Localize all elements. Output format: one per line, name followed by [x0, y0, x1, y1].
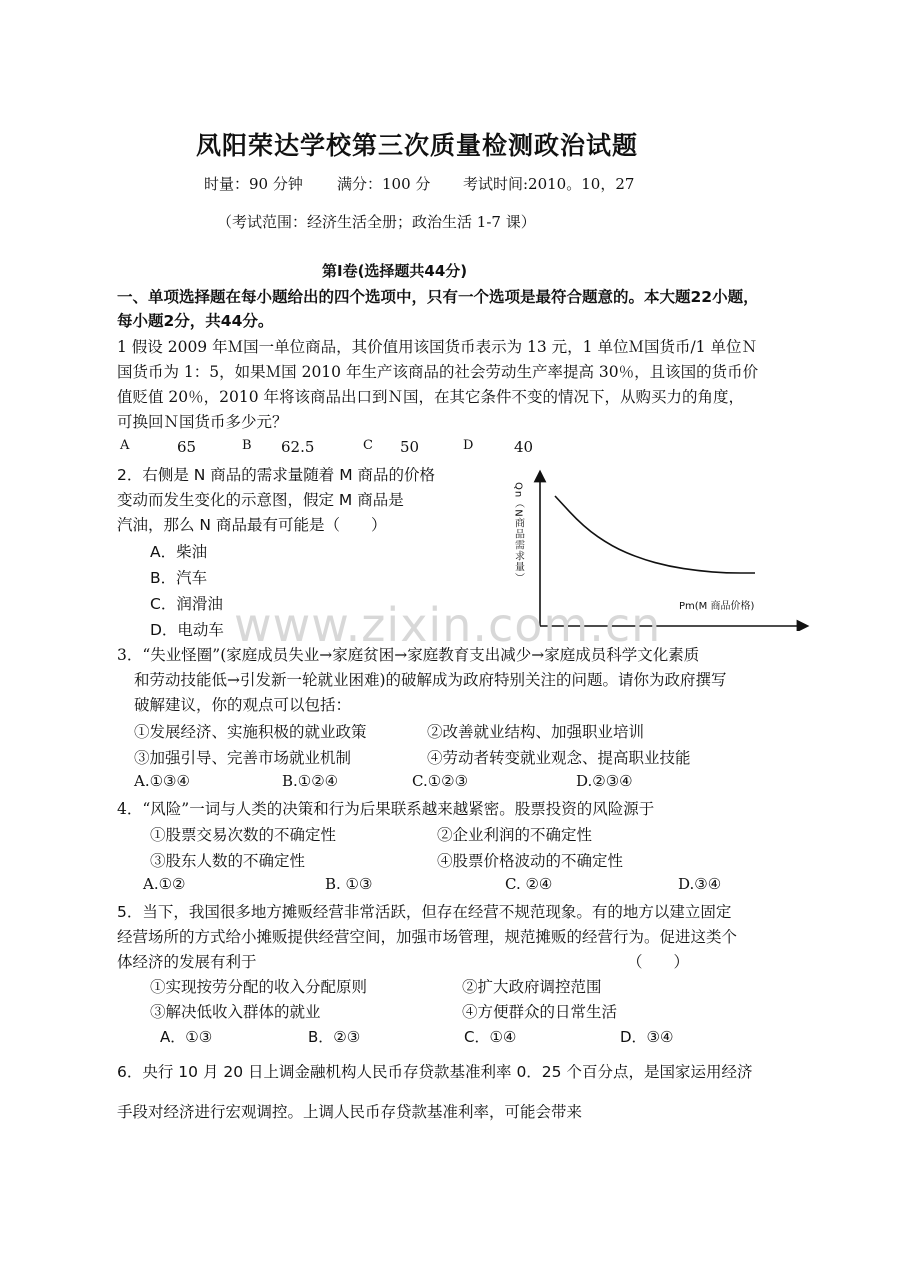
q3-item: ①发展经济、实施积极的就业政策 — [134, 723, 367, 741]
q3-option: A.①③④ — [134, 772, 190, 790]
q4-option: C. ②④ — [505, 875, 553, 893]
q3-line: 破解建议，你的观点可以包括： — [134, 696, 352, 714]
q2-option: B．汽车 — [150, 569, 208, 587]
q5-option: C．①④ — [464, 1028, 517, 1046]
q2-option: D．电动车 — [150, 621, 224, 639]
q1-line: 1 假设 2009 年Ｍ国一单位商品，其价值用该国货币表示为 13 元，1 单位Ｍ国货币/1 单位Ｎ — [117, 338, 757, 356]
q4-line: 4．“风险”一词与人类的决策和行为后果联系越来越紧密。股票投资的风险源于 — [117, 800, 655, 818]
q1-line: 值贬值 20％，2010 年将该商品出口到Ｎ国，在其它条件不变的情况下，从购买力的角度， — [117, 388, 745, 406]
chart-y-label: Qn（N商品需求量） — [512, 482, 524, 584]
q3-option: B.①②④ — [282, 772, 339, 790]
part1-instruction-line1: 一、单项选择题在每小题给出的四个选项中，只有一个选项是最符合题意的。本大题22小题， — [117, 288, 759, 306]
q1-line: 国货币为 1：5，如果Ｍ国 2010 年生产该商品的社会劳动生产率提高 30％，且该国的货币价 — [117, 363, 759, 381]
q1-option-text: 40 — [514, 438, 534, 456]
q4-option: D.③④ — [678, 875, 722, 893]
q3-option: D.②③④ — [576, 772, 633, 790]
q4-item: ④股票价格波动的不确定性 — [437, 852, 624, 870]
q1-option-text: 62.5 — [281, 438, 315, 456]
q2-line: 变动而发生变化的示意图，假定 M 商品是 — [117, 491, 404, 509]
q1-option-letter: C — [363, 438, 373, 453]
q1-line: 可换回Ｎ国货币多少元？ — [117, 413, 288, 431]
q2-option: C．润滑油 — [150, 595, 223, 613]
part1-heading: 第Ⅰ卷(选择题共44分) — [322, 262, 468, 280]
q1-option-letter: B — [242, 438, 252, 453]
q3-line: 和劳动技能低→引发新一轮就业困难)的破解成为政府特别关注的问题。请你为政府撰写 — [134, 671, 727, 689]
q2-line: 汽油，那么 N 商品最有可能是（ ） — [117, 516, 387, 534]
q2-option: A．柴油 — [150, 543, 208, 561]
watermark: www.zixin.com.cn — [234, 598, 662, 652]
q2-line: 2．右侧是 N 商品的需求量随着 M 商品的价格 — [117, 466, 436, 484]
q3-line: 3．“失业怪圈”(家庭成员失业→家庭贫困→家庭教育支出减少→家庭成员科学文化素质 — [117, 646, 700, 664]
q5-answer-paren: （ ） — [627, 953, 690, 971]
q5-item: ③解决低收入群体的就业 — [150, 1003, 321, 1021]
q4-item: ③股东人数的不确定性 — [150, 852, 306, 870]
exam-full-score: 满分：100 分 — [337, 175, 431, 193]
chart-x-label: Pm(M 商品价格) — [679, 601, 755, 612]
q3-item: ④劳动者转变就业观念、提高职业技能 — [427, 749, 691, 767]
q4-option: B. ①③ — [325, 875, 373, 893]
q1-option-letter: A — [120, 438, 130, 453]
q6-line: 手段对经济进行宏观调控。上调人民币存贷款基准利率，可能会带来 — [117, 1103, 583, 1121]
exam-duration: 时量：90 分钟 — [204, 175, 303, 193]
q5-option: B．②③ — [308, 1028, 361, 1046]
q1-option-text: 65 — [177, 438, 197, 456]
exam-scope: （考试范围：经济生活全册；政治生活 1-7 课） — [217, 213, 536, 231]
q4-item: ②企业利润的不确定性 — [437, 826, 593, 844]
q5-option: D．③④ — [620, 1028, 674, 1046]
q5-line: 经营场所的方式给小摊贩提供经营空间，加强市场管理，规范摊贩的经营行为。促进这类个 — [117, 928, 738, 946]
q5-option: A．①③ — [160, 1028, 213, 1046]
q3-item: ②改善就业结构、加强职业培训 — [427, 723, 645, 741]
chart-series-line — [555, 496, 755, 573]
q1-option-text: 50 — [400, 438, 420, 456]
q5-line: 5．当下，我国很多地方摊贩经营非常活跃，但存在经营不规范现象。有的地方以建立固定 — [117, 903, 732, 921]
q1-option-letter: D — [463, 438, 474, 453]
q5-line: 体经济的发展有利于 — [117, 953, 257, 971]
q5-item: ①实现按劳分配的收入分配原则 — [150, 978, 368, 996]
q5-item: ②扩大政府调控范围 — [462, 978, 602, 996]
q3-item: ③加强引导、完善市场就业机制 — [134, 749, 352, 767]
q3-option: C.①②③ — [412, 772, 469, 790]
q6-line: 6．央行 10 月 20 日上调金融机构人民币存贷款基准利率 0．25 个百分点，是国家运用经济 — [117, 1063, 753, 1081]
q4-option: A.①② — [143, 875, 186, 893]
q5-item: ④方便群众的日常生活 — [462, 1003, 618, 1021]
q4-item: ①股票交易次数的不确定性 — [150, 826, 337, 844]
part1-instruction-line2: 每小题2分，共44分。 — [117, 312, 274, 330]
page-title: 凤阳荣达学校第三次质量检测政治试题 — [196, 131, 639, 160]
exam-date: 考试时间:2010。10，27 — [463, 175, 635, 193]
